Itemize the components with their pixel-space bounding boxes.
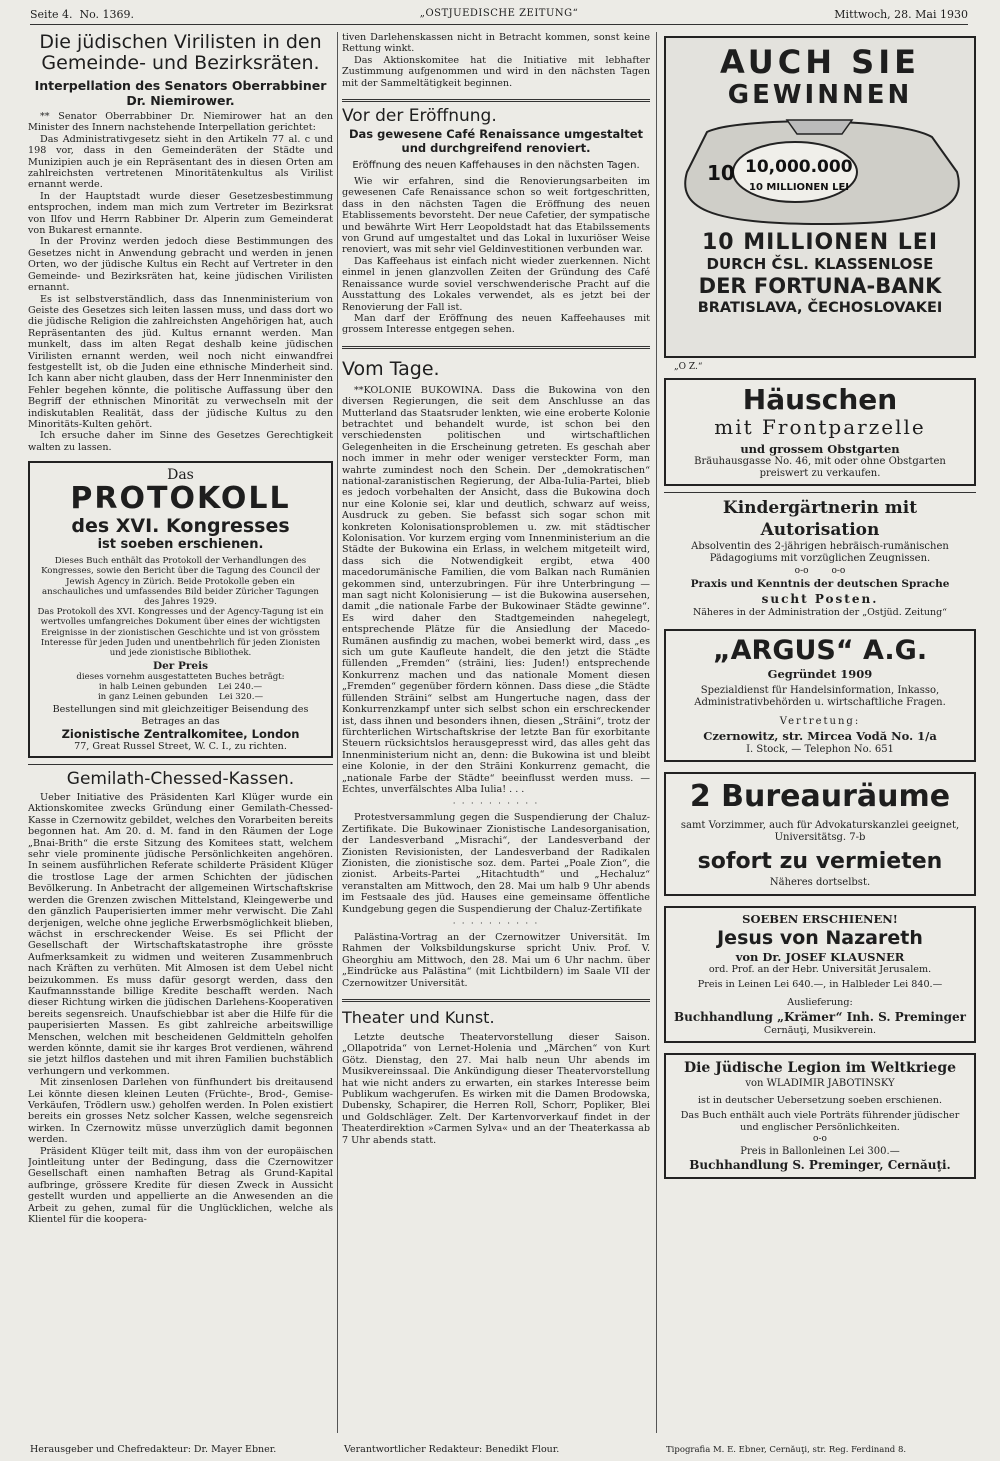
ad-order: Bestellungen sind mit gleichzeitiger Beisendung des Betrages an das	[52, 704, 309, 727]
ad-juedische-legion	[664, 1053, 976, 1179]
paragraph: **KOLONIE BUKOWINA. Dass die Bukowina von den diversen Regierungen, die seit dem Anschlusse an das Mutterland das Staatsruder lenkten, wie eine eroberte Kolonie betrachtet und behandelt wurde, ist schon bei den verschiedensten politischen und wirtschaftlichen Gelegenheiten in die Erscheinung getreten. Es geschah aber noch immer in mehr oder weniger versteckter Form, man wahrte zumindest noch den Schein. Der „demokratischen“ national-zaranistischen Regierung, der Alba-Iulia-Partei, blieb es jedoch vorbehalten der Ansicht, dass die Bukowina doch nur eine Kolonie sei, klar und deutlich, schwarz auf weiss, Ausdruck zu geben. Sie befasst sich sogar schon mit konkreten Kolonisationsproblemen u. zw. mit städtischer Kolonisation. Vor kurzem erging vom Innenministerium an die Städte der Bukowina ein Erlass, in welchem mitgeteilt wird, dass sich die Notwendigkeit ergibt, etwa 400 macedorumänische Familien, die vom Balkan nach Rumänien gekommen sind, unterzubringen. Für ihre Unterbringung — man sagt nicht Kolonisierung — ist die Bukowina ausersehen, damit „die nationale Farbe der Bukowinaer Städte gewinne“. Es wird daher den Stadtgemeinden nahegelegt, entsprechende Plätze für die Ansiedlung der Macedo-Rumänen ausfindig zu machen, wobei bemerkt wird, dass „es sich um gute Kaufleute handelt, die den jetzt die Städte füllenden „Fremden“ (străini, lies: Juden!) entsprechende Konkurrenz machen und das nationale Moment diesen „Fremden“ gegenüber fördern können. Dass diese „die Städte füllenden Străini“ selbst am Hungertuche nagen, dass der Konkurrenzkampf unter sich selbst schon ein erschreckender ist, dass ihnen und besonders ihnen, diesen „Străini“, trotz der fürchterlichen Wirtschaftskrise der letzte Ban für exorbitante Steuern rücksichtslos herausgepresst wird, das alles geht das Innenministerium nicht an, denn: die Bukowina ist und bleibt eine Kolonie, in der den Străini Konkurrenz gemacht, die „nationale Farbe der Städte“ beeinflusst werden muss. — Echtes, unverfälschtes Alba Iulia! . . .	[342, 384, 650, 795]
ad-price: Preis in Ballonleinen Lei 300.—	[740, 1146, 900, 1157]
ad-price: Preis in Leinen Lei 640.—, in Halbleder Lei 840.—	[697, 979, 943, 990]
article-theater	[342, 1008, 650, 1146]
article-title: Theater und Kunst.	[342, 1008, 495, 1028]
ad-argus	[664, 629, 976, 762]
ad-tagline: ist soeben erschienen.	[97, 537, 264, 553]
separator: · · · · · · · · · ·	[452, 799, 540, 809]
article-title-line2: Gemeinde- und Bezirksräten.	[41, 52, 320, 74]
ad-text: Näheres in der Administration der „Ostjüd. Zeitung“	[692, 607, 948, 618]
paragraph: Ueber Initiative des Präsidenten Karl Klüger wurde ein Aktionskomitee zwecks Gründung einer Gemilath-Chessed-Kasse in Czernowitz gebildet, welches den Vorarbeiten bereits begonnen hat. Am 20. d. M. fand in den Räumen der Loge „Bnai-Brith“ die erste Sitzung des Komitees statt, welchem sehr viele prominente jüdische Persönlichkeiten angehören. In seinem ausführlichen Referate schilderte Präsident Klüger die trostlose Lage der armen Schichten der jüdischen Bevölkerung. In Anbetracht der allgemeinen Wirtschaftskrise werden die Grenzen zwischen Mittelstand, Kleingewerbe und den gänzlich Pauperisierten immer mehr verwischt. Die Zahl derjenigen, welche ohne jegliche Erwerbsmöglichkeit blieben, wächst in erschreckender Weise. Es sei Pflicht der Gesellschaft der Wirtschaftskatastrophe ihre grösste Aufmerksamkeit zu widmen und weiteren Zusammenbruch nach Kräften zu verhüten. Mit Almosen ist dem Uebel nicht beizukommen. Es muss dafür gesorgt werden, dass den Kaufmannsstande billige Kredite beschafft werden. Nach dieser Richtung wirken die jüdischen Darlehens-Kooperativen bereits segensreich. Unaufschiebbar ist aber die Hilfe für die pauperisierten Massen. Es gibt zahlreiche arbeitswillige Menschen, welchen mit bescheidenen Geldmitteln geholfen werden könnte, damit sie ihr karges Brot verdienen, während sie jetzt hilflos dastehen und mit ihren Familien buchstäblich verhungern und verkommen.	[28, 792, 333, 1077]
bag-number: 10	[707, 161, 735, 185]
column-left	[28, 32, 333, 1431]
ad-org: Zionistische Zentralkomitee, London	[61, 727, 300, 742]
ad-head: SOEBEN ERSCHIENEN!	[742, 912, 898, 926]
article-title: Die jüdischen Virilisten in den	[39, 32, 322, 53]
lottery-headline-2: GEWINNEN	[727, 80, 913, 110]
lottery-line: DURCH ČSL. KLASSENLOSE	[706, 255, 934, 273]
ad-price-intro: dieses vornehm ausgestatteten Buches beträgt:	[76, 672, 285, 683]
ad-line: und grossem Obstgarten	[740, 442, 900, 456]
ad-text: Vertretung:	[779, 716, 861, 727]
paragraph: Das Aktionskomitee hat die Initiative mit lebhafter Zustimmung aufgenommen und wird in den nächsten Tagen mit der Sammeltätigkeit beginnen.	[342, 54, 650, 89]
page-number: Seite 4. No. 1369.	[30, 8, 135, 21]
ad-address: Czernowitz, str. Mircea Vodă No. 1/a	[703, 729, 937, 743]
ad-text: Auslieferung:	[787, 997, 853, 1008]
ad-text: Cernăuţi, Musikverein.	[763, 1025, 877, 1036]
money-bag-illustration	[667, 112, 973, 230]
ad-title: Kindergärtnerin mit Autorisation	[722, 498, 918, 540]
bag-label: 10 MILLIONEN LEI	[749, 182, 850, 193]
article-subtitle: Das gewesene Café Renaissance umgestaltet und durchgreifend renoviert.	[348, 127, 644, 156]
ad-title: Häuschen	[742, 383, 898, 416]
ad-cta: sofort zu vermieten	[697, 849, 943, 874]
ad-price-row: in ganz Leinen gebunden Lei 320.—	[97, 692, 264, 703]
ad-address: 77, Great Russel Street, W. C. I., zu richten.	[74, 741, 287, 753]
footer-publisher: Herausgeber und Chefredakteur: Dr. Mayer Ebner.	[30, 1444, 277, 1455]
paragraph: Das Administrativgesetz sieht in den Artikeln 77 al. c und 198 vor, dass in den Gemeinderäten der Städte und Munizipien auch je ein Repräsentant des in diesen Orten am zahlreichsten vertretenen Minoritätenkultus als Virilist ernannt werde.	[28, 133, 333, 191]
column-middle	[342, 32, 650, 1431]
ad-tag: „O Z.“	[674, 362, 703, 372]
paragraph: Es ist selbstverständlich, dass das Innenministerium von Geiste des Gesetzes sich leiten lassen muss, und dass dort wo die jüdische Religion die zahlreichsten Angehörigen hat, auch Repräsentanten des jüd. Kultus ernannt werden. Man munkelt, dass im alten Regat deshalb keine jüdischen Virilisten ernannt werden, weil noch nicht einwandfrei festgestellt ist, ob die Juden eine ethnische Minderheit sind. Ich kann aber nicht glauben, dass der Herr Innenminister den Fehler begehen könnte, die politische Auffassung über den Begriff der ethnischen Minorität zu verwechseln mit der indiskutablen Realität, dass der jüdische Kultus zu den Minoritäts-Kulten gehört.	[28, 293, 333, 430]
article-eroeffnung	[342, 106, 650, 336]
ad-text: sucht Posten.	[761, 592, 879, 606]
ad-text: Näheres dortselbst.	[769, 877, 871, 888]
ad-ornament: o-o o-o	[794, 566, 846, 576]
ad-das: Das	[167, 467, 194, 484]
ad-title: Jesus von Nazareth	[717, 927, 923, 949]
newspaper-name: „OSTJUEDISCHE ZEITUNG“	[419, 8, 579, 19]
section-divider	[664, 492, 976, 493]
paragraph: tiven Darlehenskassen nicht in Betracht kommen, sonst keine Rettung winkt.	[342, 32, 650, 55]
lottery-amount: 10 MILLIONEN LEI	[701, 230, 939, 255]
footer-printer: Tipografia M. E. Ebner, Cernăuţi, str. Reg. Ferdinand 8.	[666, 1445, 907, 1455]
column-divider	[337, 32, 338, 1433]
ad-shop: Buchhandlung „Krämer“ Inh. S. Preminger	[673, 1010, 966, 1024]
ad-text: ist in deutscher Uebersetzung soeben erschienen.	[697, 1095, 943, 1106]
ad-lottery	[664, 36, 976, 358]
ad-text: Bräuhausgasse No. 46, mit oder ohne Obstgarten preiswert zu verkaufen.	[694, 456, 946, 479]
ad-text: Spezialdienst für Handelsinformation, Inkasso, Administrativbehörden u. wirtschaftliche Fragen.	[694, 685, 946, 708]
ad-text: Praxis und Kenntnis der deutschen Sprache	[690, 578, 950, 590]
article-title: Gemilath-Chessed-Kassen.	[66, 769, 295, 790]
article-title: Vor der Eröffnung.	[342, 106, 497, 127]
paragraph: Präsident Klüger teilt mit, dass ihm von der europäischen Jointleitung unter der Bedingung, dass die Czernowitzer Gesellschaft einen namhaften Betrag als Grund-Kapital aufbringe, grössere Kredite für diesen Zweck in Aussicht gestellt wurden und appellierte an die Anwesenden an die Arbeit zu gehen, zumal für die Unglücklichen, welche als Klientel für die koopera-	[28, 1145, 333, 1226]
ad-title: „ARGUS“ A.G.	[712, 635, 928, 666]
paragraph: Man darf der Eröffnung des neuen Kaffeehauses mit grossem Interesse entgegen sehen.	[342, 312, 650, 336]
ad-protokoll	[28, 461, 333, 758]
ad-text: Dieses Buch enthält das Protokoll der Verhandlungen des Kongresses, sowie den Bericht über die Tagung des Council der Jewish Agency in Zürich. Beide Protokolle geben ein anschauliches und umfassendes Bild beider Züricher Tagungen des Jahres 1929.	[41, 556, 320, 607]
article-subtitle: Interpellation des Senators Oberrabbiner	[34, 78, 327, 93]
ad-jesus-von-nazareth	[664, 906, 976, 1043]
ad-text: Das Buch enthält auch viele Porträts führender jüdischer und englischer Persönlichkeiten.	[680, 1110, 960, 1133]
lottery-bank: DER FORTUNA-BANK	[698, 274, 942, 298]
ad-kindergaertnerin	[664, 497, 976, 619]
section-divider	[342, 99, 650, 102]
paragraph: In der Provinz werden jedoch diese Bestimmungen des Gesetzes nicht in Anwendung gebracht und werden in jenen Orten, wo der jüdische Kultus ein Recht auf Vertreter in den Gemeinde- und Bezirksräten hat, keine jüdischen Virilisten ernannt.	[28, 236, 333, 294]
article-subtitle-2: Eröffnung des neuen Kaffehauses in den nächsten Tagen.	[352, 160, 640, 172]
article-virilisten	[28, 32, 333, 453]
article-vom-tage	[342, 357, 650, 989]
ad-subtitle: des XVI. Kongresses	[71, 515, 290, 538]
ad-founded: Gegründet 1909	[767, 667, 873, 681]
column-divider	[656, 32, 657, 1433]
lottery-city: BRATISLAVA, ČECHOSLOVAKEI	[697, 300, 943, 316]
paragraph: Mit zinsenlosen Darlehen von fünfhundert bis dreitausend Lei könnte diesen kleinen Leuten (Früchte-, Brod-, Gemise-Verkäufen, Trödlern usw.) geholfen werden. In Polen existiert bereits ein grosses Netz solcher Kassen, welche segensreich wirken. In Czernowitz müsse unverzüglich damit begonnen werden.	[28, 1077, 333, 1146]
ad-subtitle: mit Frontparzelle	[714, 415, 926, 439]
paragraph: ** Senator Oberrabbiner Dr. Niemirower hat an den Minister des Innern nachstehende Interpellation gerichtet:	[28, 111, 333, 134]
ad-shop: Buchhandlung S. Preminger, Cernăuţi.	[689, 1158, 951, 1172]
ad-price-head: Der Preis	[153, 660, 208, 673]
paragraph: In der Hauptstadt wurde dieser Gesetzesbestimmung entsprochen, indem man mich zum Vertreter im Bezirksrat von Ilfov und Herrn Rabbiner Dr. Alperin zum Gemeinderat von Bukarest ernannte.	[28, 190, 333, 237]
article-title: Vom Tage.	[342, 357, 440, 380]
ad-ornament: o-o	[813, 1134, 827, 1144]
paragraph: Das Kaffeehaus ist einfach nicht wieder zuerkennen. Nicht einmel in jenen glanzvollen Zeiten der Gründung des Café Renaissance wurde soviel verschwenderische Pracht auf die Ausstattung des Lokales verwendet, als es jetzt bei der Renovierung der Fall ist.	[342, 255, 650, 313]
paragraph: Protestversammlung gegen die Suspendierung der Chaluz-Zertifikate. Die Bukowinaer Zionistische Landesorganisation, der Landesverband „Misrachi“, der Landesverband der Zionisten Revisionisten, der Landesverband der Radikalen Zionisten, die zionistische soz. dem. Partei „Poale Zion“, die zionist. Arbeits-Partei „Hitachtudth“ und „Hechaluz“ veranstalten am Mittwoch, den 28. Mai um halb 9 Uhr abends im Festsaale des jüd. Hauses eine gemeinsame öffentliche Kundgebung gegen die Suspendierung der Chaluz-Zertifikate	[342, 812, 650, 915]
page-header	[30, 8, 968, 25]
ad-bureauraeume	[664, 772, 976, 896]
lottery-headline: AUCH SIE	[720, 43, 920, 81]
paragraph: Palästina-Vortrag an der Czernowitzer Universität. Im Rahmen der Volksbildungskurse spricht Univ. Prof. V. Gheorghiu am Mittwoch, den 28. Mai um 6 Uhr nachm. über „Eindrücke aus Palästina“ (mit Lichtbildern) im Saale VII der Czernowitzer Universität.	[342, 932, 650, 989]
article-gemilath	[28, 769, 333, 1225]
ad-address-2: I. Stock, — Telephon No. 651	[746, 744, 894, 755]
paragraph: Letzte deutsche Theatervorstellung dieser Saison. „Ollapotrida“ von Lernet-Holenia und „Märchen“ von Kurt Götz. Dienstag, den 27. Mai halb neun Uhr abends im Musikvereinssaal. Die Ankündigung dieser Theatervorstellung hat wie nicht anders zu erwarten, ein starkes Interesse beim Publikum wachgerufen. Es wirken mit die Damen Brodowska, Dubensky, Schapirer, die Herren Roll, Schorr, Popliker, Blei und Goldschläger. Zelt. Der Kartenvorverkauf findet in der Theaterdirektion »Carmen Sylva« und an der Theaterkassa ab 7 Uhr abends statt.	[342, 1032, 650, 1146]
ad-text: ord. Prof. an der Hebr. Universität Jerusalem.	[708, 964, 932, 975]
column-right	[664, 32, 976, 1431]
section-divider	[342, 999, 650, 1002]
ad-author: von Dr. JOSEF KLAUSNER	[735, 950, 905, 964]
ad-text: samt Vorzimmer, auch für Advokaturskanzlei geeignet, Universitätsg. 7-b	[680, 820, 960, 843]
article-subtitle-line2: Dr. Niemirower.	[126, 93, 235, 108]
ad-haeuschen	[664, 378, 976, 486]
ad-price-row: in halb Leinen gebunden Lei 240.—	[98, 682, 263, 693]
ad-title: 2 Bureauräume	[689, 779, 951, 814]
ad-title: Die Jüdische Legion im Weltkriege	[683, 1060, 957, 1076]
separator: · · · · · · · · · ·	[452, 919, 540, 928]
section-divider	[342, 346, 650, 349]
section-divider	[28, 764, 333, 765]
ad-title: PROTOKOLL	[70, 481, 291, 517]
bag-amount: 10,000.000	[745, 157, 853, 177]
paragraph: Ich ersuche daher im Sinne des Gesetzes Gerechtigkeit walten zu lassen.	[28, 430, 333, 453]
ad-author: von WLADIMIR JABOTINSKY	[745, 1078, 895, 1089]
footer-editor: Verantwortlicher Redakteur: Benedikt Flour.	[344, 1444, 560, 1455]
ad-text: Das Protokoll des XVI. Kongresses und der Agency-Tagung ist ein wertvolles umfangreiches Dokument über eines der wichtigsten Ereignisse in der zionistischen Geschichte und ist von grösstem Interesse für jeden Juden und unentbehrlich für jeden Zionisten und jede zionistische Bibliothek.	[37, 607, 324, 659]
ad-text: Absolventin des 2-jährigen hebräisch-rumänischen Pädagogiums mit vorzüglichen Zeugnissen.	[691, 541, 949, 564]
paragraph: Wie wir erfahren, sind die Renovierungsarbeiten im gewesenen Cafe Renaissance schon so weit fortgeschritten, dass in den nächsten Tagen die Eröffnung des neuen Etablissements bevorsteht. Der neue Cafetier, der sympatische und bewährte Wirt Herr Leopoldstadt hat das Etabilssements von Grund auf umgestaltet und das Lokal in luxuriöser Weise renoviert, was mit sehr viel Geldinvestitionen verbunden war.	[342, 176, 650, 256]
issue-date: Mittwoch, 28. Mai 1930	[834, 8, 968, 21]
